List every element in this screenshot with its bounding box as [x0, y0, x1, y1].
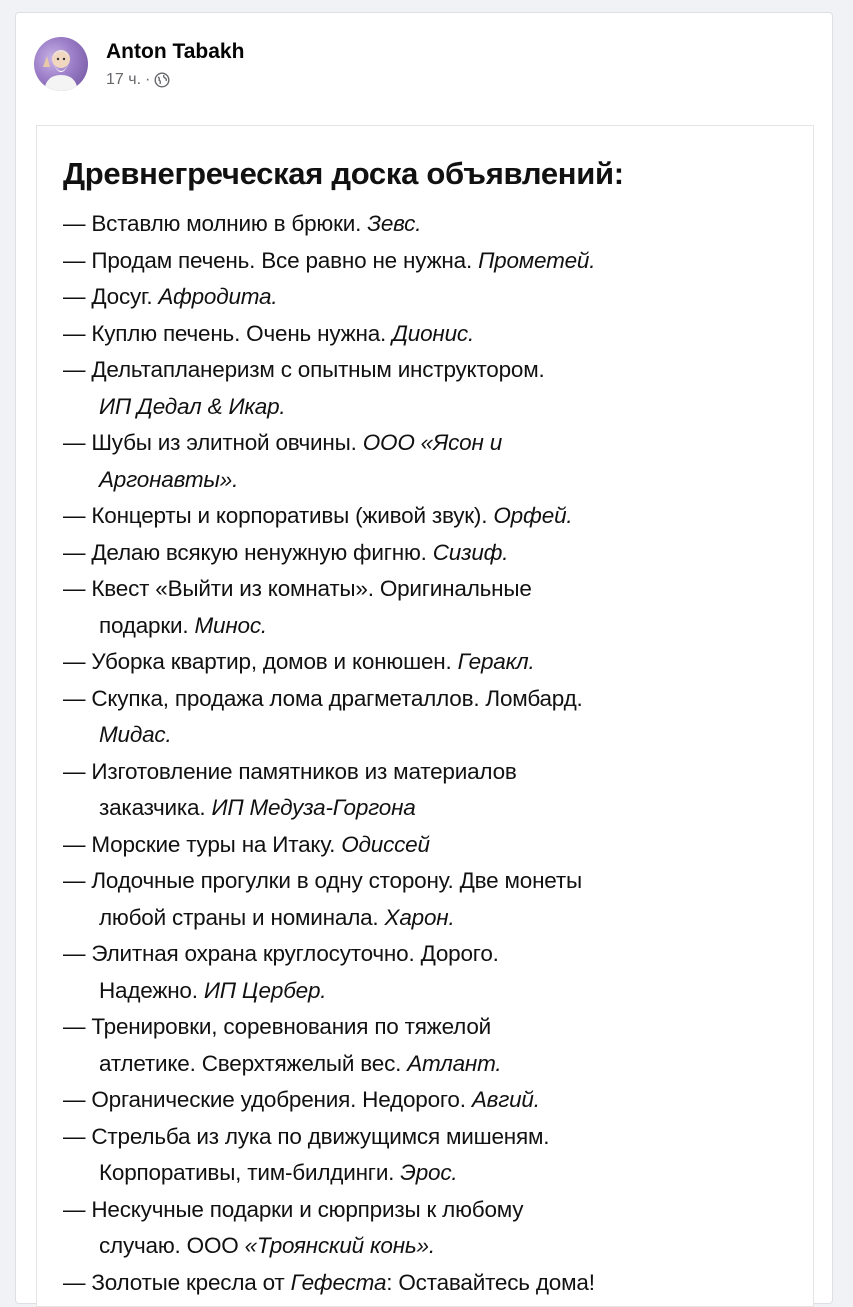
ad-text: — Скупка, продажа лома драгметаллов. Ломбард. [63, 685, 583, 711]
ad-line [63, 1228, 803, 1265]
meta-separator: · [145, 71, 151, 88]
ad-signature: Авгий. [471, 1087, 540, 1112]
ad-line [63, 352, 803, 389]
ad-item [63, 936, 803, 1009]
ad-signature: Аргонавты». [99, 466, 239, 492]
ad-signature: Зевс. [367, 211, 422, 236]
ad-signature: Минос. [194, 612, 267, 638]
ad-signature: «Троянский конь». [244, 1233, 435, 1258]
ad-text: — Продам печень. Все равно не нужна. [63, 247, 479, 273]
board-title: Древнегреческая доска объявлений: [63, 156, 624, 191]
post-author[interactable]: Anton Tabakh [106, 40, 245, 63]
ad-line [63, 1009, 803, 1046]
globe-icon[interactable] [154, 72, 170, 88]
ad-item [63, 1192, 803, 1265]
ad-item [63, 316, 803, 353]
ad-line [63, 790, 803, 827]
ad-text-tail: : Оставайтесь дома! [386, 1269, 595, 1295]
ad-line [63, 973, 803, 1010]
ad-line [63, 900, 803, 937]
ad-text: — Элитная охрана круглосуточно. Дорого. [63, 941, 499, 966]
ad-item [63, 754, 803, 827]
post-image[interactable] [36, 125, 814, 1307]
ad-line [63, 1046, 803, 1083]
ad-text: — Стрельба из лука по движущимся мишеням. [63, 1123, 550, 1149]
ad-item [63, 571, 803, 644]
ad-text: атлетике. Сверхтяжелый вес. [99, 1050, 408, 1076]
post-time[interactable]: 17 ч. [106, 71, 142, 88]
ad-signature: Орфей. [493, 503, 573, 528]
ad-text: — Золотые кресла от [63, 1269, 291, 1295]
ad-line [63, 644, 803, 681]
ad-item [63, 1119, 803, 1192]
avatar-icon [34, 37, 88, 91]
ad-text: — Квест «Выйти из комнаты». Оригинальные [63, 576, 532, 601]
ad-line [63, 1082, 803, 1119]
ad-signature: Дионис. [392, 320, 475, 346]
ad-signature: ООО «Ясон и [362, 430, 503, 455]
ad-signature: ИП Дедал & Икар. [99, 393, 286, 419]
ad-text: — Куплю печень. Очень нужна. [63, 320, 393, 346]
ad-line [63, 608, 803, 645]
post-header [34, 37, 634, 97]
ad-signature: Гефеста [290, 1269, 387, 1295]
ad-line [63, 206, 803, 243]
ad-line [63, 279, 803, 316]
ad-signature: Атлант. [407, 1050, 502, 1076]
ad-item [63, 498, 803, 535]
ad-line [63, 1265, 803, 1302]
ad-line [63, 243, 803, 280]
ad-line [63, 462, 803, 499]
ad-text: — Делаю всякую ненужную фигню. [63, 539, 433, 565]
ad-line [63, 498, 803, 535]
ad-signature: Прометей. [478, 247, 596, 273]
ad-item [63, 1082, 803, 1119]
ad-line [63, 863, 803, 900]
ad-line [63, 571, 803, 608]
ad-item [63, 827, 803, 864]
ad-item [63, 1265, 803, 1302]
ad-text: — Тренировки, соревнования по тяжелой [63, 1014, 492, 1039]
ads-list [63, 206, 803, 1301]
ad-line [63, 827, 803, 864]
ad-signature: Харон. [384, 904, 455, 930]
ad-item [63, 243, 803, 280]
ad-item [63, 681, 803, 754]
ad-item [63, 352, 803, 425]
ad-signature: Эрос. [400, 1160, 458, 1185]
ad-line [63, 754, 803, 791]
ad-line [63, 1119, 803, 1156]
ad-item [63, 535, 803, 572]
ad-text: Надежно. [99, 977, 204, 1003]
ad-item [63, 279, 803, 316]
ad-line [63, 425, 803, 462]
ad-line [63, 1192, 803, 1229]
ad-text: — Концерты и корпоративы (живой звук). [63, 503, 494, 528]
ad-line [63, 535, 803, 572]
ad-text: — Морские туры на Итаку. [63, 831, 342, 857]
ad-text: — Дельтапланеризм с опытным инструктором. [63, 357, 545, 382]
ad-text: Корпоративы, тим-билдинги. [99, 1160, 401, 1185]
post-card [15, 12, 833, 1304]
ad-signature: Одиссей [341, 831, 430, 857]
ad-item [63, 1009, 803, 1082]
ad-line [63, 936, 803, 973]
ad-item [63, 644, 803, 681]
ad-text: — Нескучные подарки и сюрпризы к любому [63, 1196, 524, 1222]
ad-line [63, 1155, 803, 1192]
ad-signature: Мидас. [99, 722, 172, 747]
ad-text: — Досуг. [63, 284, 159, 309]
ad-text: — Лодочные прогулки в одну сторону. Две монеты [63, 868, 582, 893]
ad-signature: Сизиф. [432, 539, 509, 565]
ad-text: — Вставлю молнию в брюки. [63, 211, 368, 236]
ad-line [63, 316, 803, 353]
ad-text: — Уборка квартир, домов и конюшен. [63, 649, 458, 674]
ad-line [63, 717, 803, 754]
ad-signature: ИП Цербер. [203, 977, 327, 1003]
ad-item [63, 425, 803, 498]
ad-text: заказчика. [99, 795, 212, 820]
ad-line [63, 681, 803, 718]
ad-text: случаю. ООО [99, 1233, 245, 1258]
ad-line [63, 389, 803, 426]
ad-signature: ИП Медуза-Горгона [211, 795, 416, 820]
ad-text: любой страны и номинала. [99, 904, 385, 930]
ad-item [63, 863, 803, 936]
ad-signature: Афродита. [158, 284, 278, 309]
ad-item [63, 206, 803, 243]
ad-text: — Изготовление памятников из материалов [63, 758, 517, 784]
avatar[interactable] [34, 37, 88, 91]
ad-text: — Органические удобрения. Недорого. [63, 1087, 472, 1112]
ad-text: — Шубы из элитной овчины. [63, 430, 363, 455]
ad-text: подарки. [99, 612, 195, 638]
ad-signature: Геракл. [457, 649, 535, 674]
post-meta [106, 71, 170, 89]
